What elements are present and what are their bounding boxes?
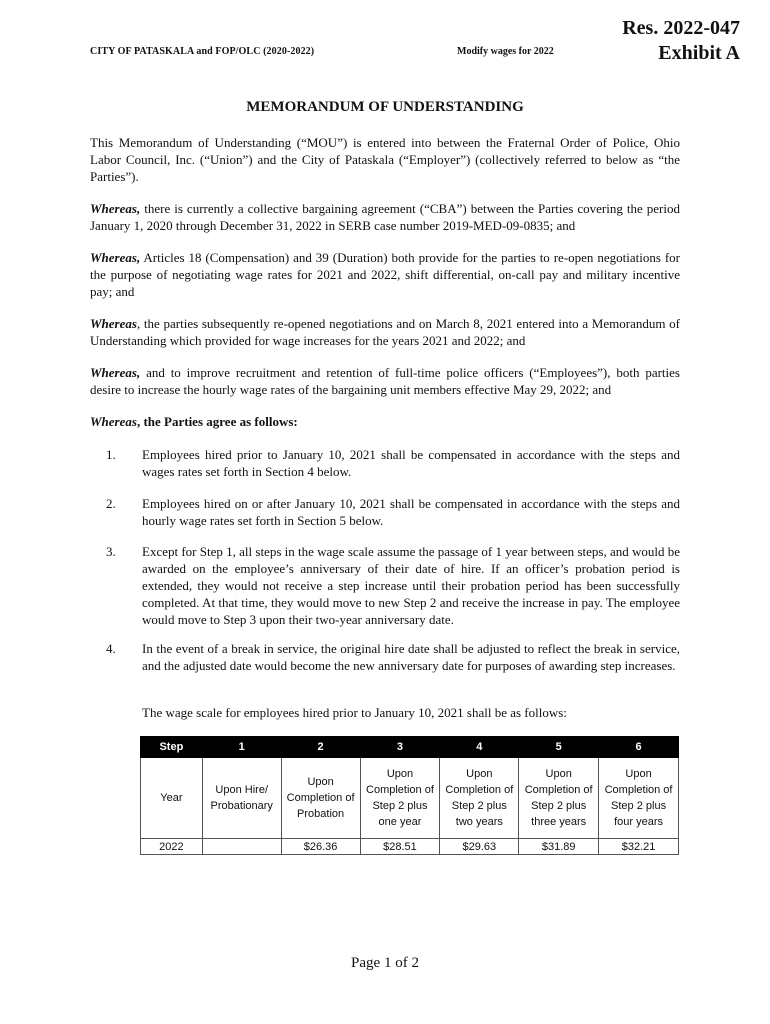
table-cell: Year bbox=[141, 758, 203, 839]
whereas-text: , the parties subsequently re-opened negotiations and on March 8, 2021 entered into a Memorandum of Understanding which provided for wage increases for the years 2021 and 2022; and bbox=[90, 316, 680, 348]
table-cell: Upon Completion of Step 2 plus four years bbox=[599, 758, 679, 839]
whereas-label: Whereas, bbox=[90, 365, 141, 380]
document-title: MEMORANDUM OF UNDERSTANDING bbox=[246, 99, 524, 115]
item-number: 1. bbox=[106, 447, 116, 462]
header-agreement-title: CITY OF PATASKALA and FOP/OLC (2020-2022) bbox=[90, 46, 315, 57]
header-cell-step: Step bbox=[141, 737, 203, 758]
table-cell-year: 2022 bbox=[141, 839, 203, 855]
header-cell: 6 bbox=[599, 737, 679, 758]
whereas-label: Whereas, bbox=[90, 201, 141, 216]
table-cell bbox=[202, 839, 281, 855]
table-header-row bbox=[141, 737, 679, 758]
header-cell: 5 bbox=[519, 737, 599, 758]
resolution-number: Res. 2022-047 bbox=[622, 17, 740, 39]
intro-paragraph: This Memorandum of Understanding (“MOU”) is entered into between the Fraternal Order of Police, Ohio Labor Council, Inc. (“Union”) and the City of Pataskala (“Employer”) (collectively referred to below as “the Parties”). bbox=[90, 135, 680, 184]
wage-scale-intro: The wage scale for employees hired prior to January 10, 2021 shall be as follows: bbox=[142, 705, 567, 720]
table-cell: $32.21 bbox=[599, 839, 679, 855]
header-cell: 1 bbox=[202, 737, 281, 758]
whereas-paragraph bbox=[90, 315, 680, 349]
wage-scale-table bbox=[140, 736, 679, 855]
table-cell: Upon Completion of Probation bbox=[281, 758, 360, 839]
item-number: 4. bbox=[106, 641, 116, 656]
item-text: Except for Step 1, all steps in the wage scale assume the passage of 1 year between steps, and would be awarded on the employee’s anniversary of their date of hire. If an officer’s probation period is extended, they would not receive a step increase until their probation period has been successfully completed. At that time, they would move to new Step 2 and receive the increase in pay. The employee would move to Step 3 upon their two-year anniversary date. bbox=[142, 544, 680, 627]
header-cell: 3 bbox=[360, 737, 440, 758]
table-cell: $29.63 bbox=[440, 839, 519, 855]
table-row bbox=[141, 839, 679, 855]
whereas-text: there is currently a collective bargaining agreement (“CBA”) between the Parties covering the period January 1, 2020 through December 31, 2022 in SERB case number 2019-MED-09-0835; and bbox=[90, 201, 680, 233]
whereas-paragraph bbox=[90, 249, 680, 300]
table-row-description bbox=[141, 758, 679, 839]
item-number: 3. bbox=[106, 544, 116, 559]
header-subject: Modify wages for 2022 bbox=[457, 46, 554, 57]
whereas-text: Articles 18 (Compensation) and 39 (Duration) both provide for the parties to re-open negotiations for the purpose of negotiating wage rates for 2021 and 2022, shift differential, on-call pay and military incentive pay; and bbox=[90, 250, 680, 299]
header-cell: 2 bbox=[281, 737, 360, 758]
agree-text: , the Parties agree as follows: bbox=[136, 414, 298, 429]
item-text: Employees hired on or after January 10, 2021 shall be compensated in accordance with the steps and hourly wage rates set forth in Section 5 below. bbox=[142, 496, 680, 528]
table-cell: Upon Completion of Step 2 plus two years bbox=[440, 758, 519, 839]
table-cell: $26.36 bbox=[281, 839, 360, 855]
table-cell: Upon Completion of Step 2 plus three years bbox=[519, 758, 599, 839]
exhibit-label: Exhibit A bbox=[658, 42, 740, 64]
whereas-paragraph bbox=[90, 364, 680, 398]
item-number: 2. bbox=[106, 496, 116, 511]
whereas-label: Whereas bbox=[90, 414, 137, 429]
item-text: Employees hired prior to January 10, 2021 shall be compensated in accordance with the steps and wages rates set forth in Section 4 below. bbox=[142, 447, 680, 479]
item-text: In the event of a break in service, the original hire date shall be adjusted to reflect the break in service, and the adjusted date would become the new anniversary date for purposes of awarding step increases. bbox=[142, 641, 680, 673]
page-number: Page 1 of 2 bbox=[351, 955, 419, 971]
whereas-label: Whereas bbox=[90, 316, 137, 331]
table-cell: $31.89 bbox=[519, 839, 599, 855]
whereas-label: Whereas, bbox=[90, 250, 141, 265]
table-cell: $28.51 bbox=[360, 839, 440, 855]
whereas-text: and to improve recruitment and retention of full-time police officers (“Employees”), both parties desire to increase the hourly wage rates of the bargaining unit members effective May 29, 2022; and bbox=[90, 365, 680, 397]
whereas-paragraph bbox=[90, 200, 680, 234]
header-cell: 4 bbox=[440, 737, 519, 758]
table-cell: Upon Hire/ Probationary bbox=[202, 758, 281, 839]
document-body bbox=[90, 0, 680, 1024]
table-cell: Upon Completion of Step 2 plus one year bbox=[360, 758, 440, 839]
agree-heading bbox=[90, 413, 680, 430]
